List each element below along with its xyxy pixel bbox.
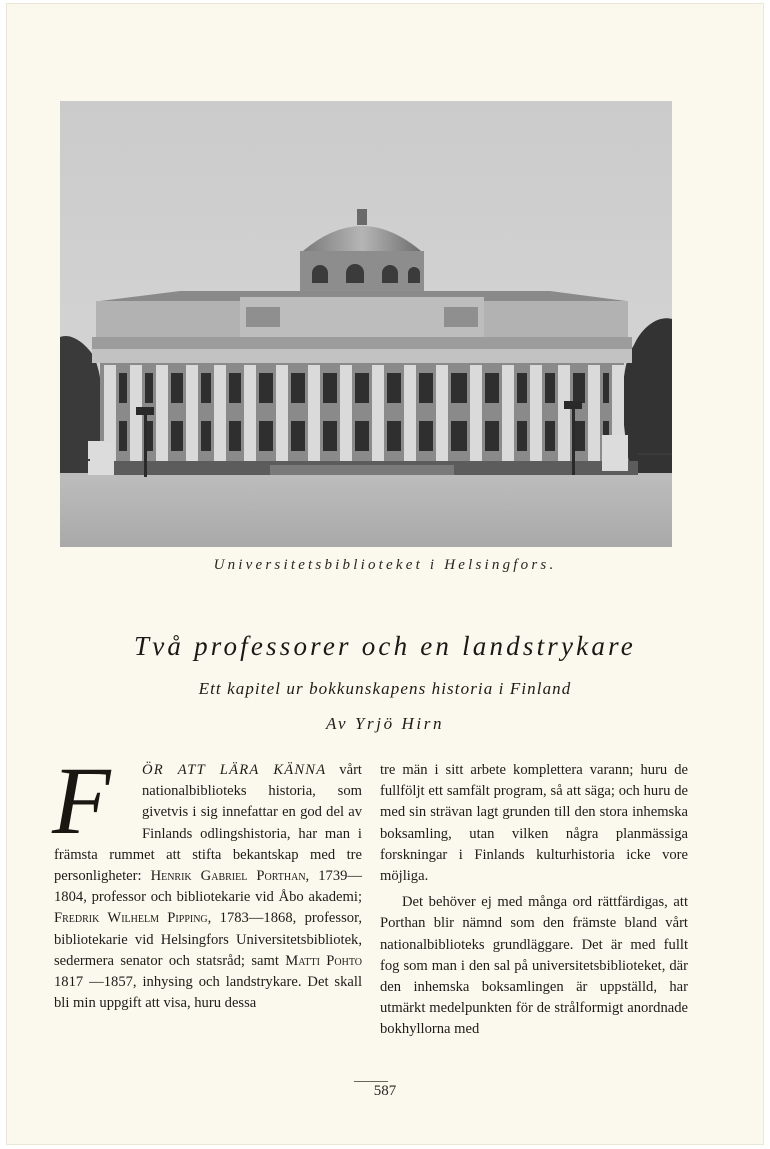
right-column bbox=[380, 760, 688, 1041]
left-text-1: vårt nationalbiblioteks historia, som givetvis i sig innefattar en god del av Finlands odlingshistoria, har man i främsta rummet att stifta bekantskap med tre personligheter: bbox=[54, 762, 362, 885]
left-column bbox=[52, 747, 363, 1014]
library-photograph bbox=[60, 101, 672, 547]
person-name-pohto: Matti Pohto bbox=[285, 952, 363, 969]
page bbox=[6, 3, 764, 1145]
left-text-3: , 1783—1868, professor, bibliotekarie vid Helsingfors Universitetsbibliotek, sedermera senator och statsråd; samt bbox=[54, 910, 362, 969]
photo-caption: Universitetsbiblioteket i Helsingfors. bbox=[213, 557, 557, 573]
drop-cap: F bbox=[52, 747, 111, 854]
page-number: 587 bbox=[373, 1083, 397, 1099]
article-byline: Av Yrjö Hirn bbox=[325, 714, 445, 733]
right-paragraph-2: Det behöver ej med många ord rättfärdigas, att Porthan blir nämnd som den främste bland vårt nationalbiblioteks grundläggare. Det är med fullt fog som man i den sal på universitetsbiblioteket, där den inhemska boksamlingen är uppställd, har utmärkt medelpunkten för de strålformigt anordnade bokhyllorna med bbox=[380, 894, 688, 1038]
right-paragraph-1: tre män i sitt arbete komplettera varann; huru de fullföljt ett samfält program, så att säga; och huru de med sin strävan lagt grunden till den stora inhemska boksamling, utan vilken några planmässiga forskningar i Finlands kulturhistoria icke vore möjliga. bbox=[380, 762, 688, 885]
person-name-pipping: Fredrik Wilhelm Pipping bbox=[54, 910, 208, 927]
folio-rule bbox=[354, 1081, 388, 1082]
article-title: Två professorer och en landstrykare bbox=[134, 631, 636, 661]
left-text-2: , 1739—1804, professor och bibliotekarie vid Åbo akademi; bbox=[54, 868, 363, 906]
opening-paragraph bbox=[52, 747, 363, 1014]
lead-caps: ÖR ATT LÄRA KÄNNA bbox=[142, 762, 327, 778]
left-text-4: 1817 —1857, inhysing och landstrykare. Det skall bli min uppgift att visa, huru dessa bbox=[54, 974, 362, 1012]
article-subtitle: Ett kapitel ur bokkunskapens historia i Finland bbox=[198, 679, 572, 698]
person-name-porthan: Henrik Gabriel Porthan bbox=[150, 868, 306, 885]
